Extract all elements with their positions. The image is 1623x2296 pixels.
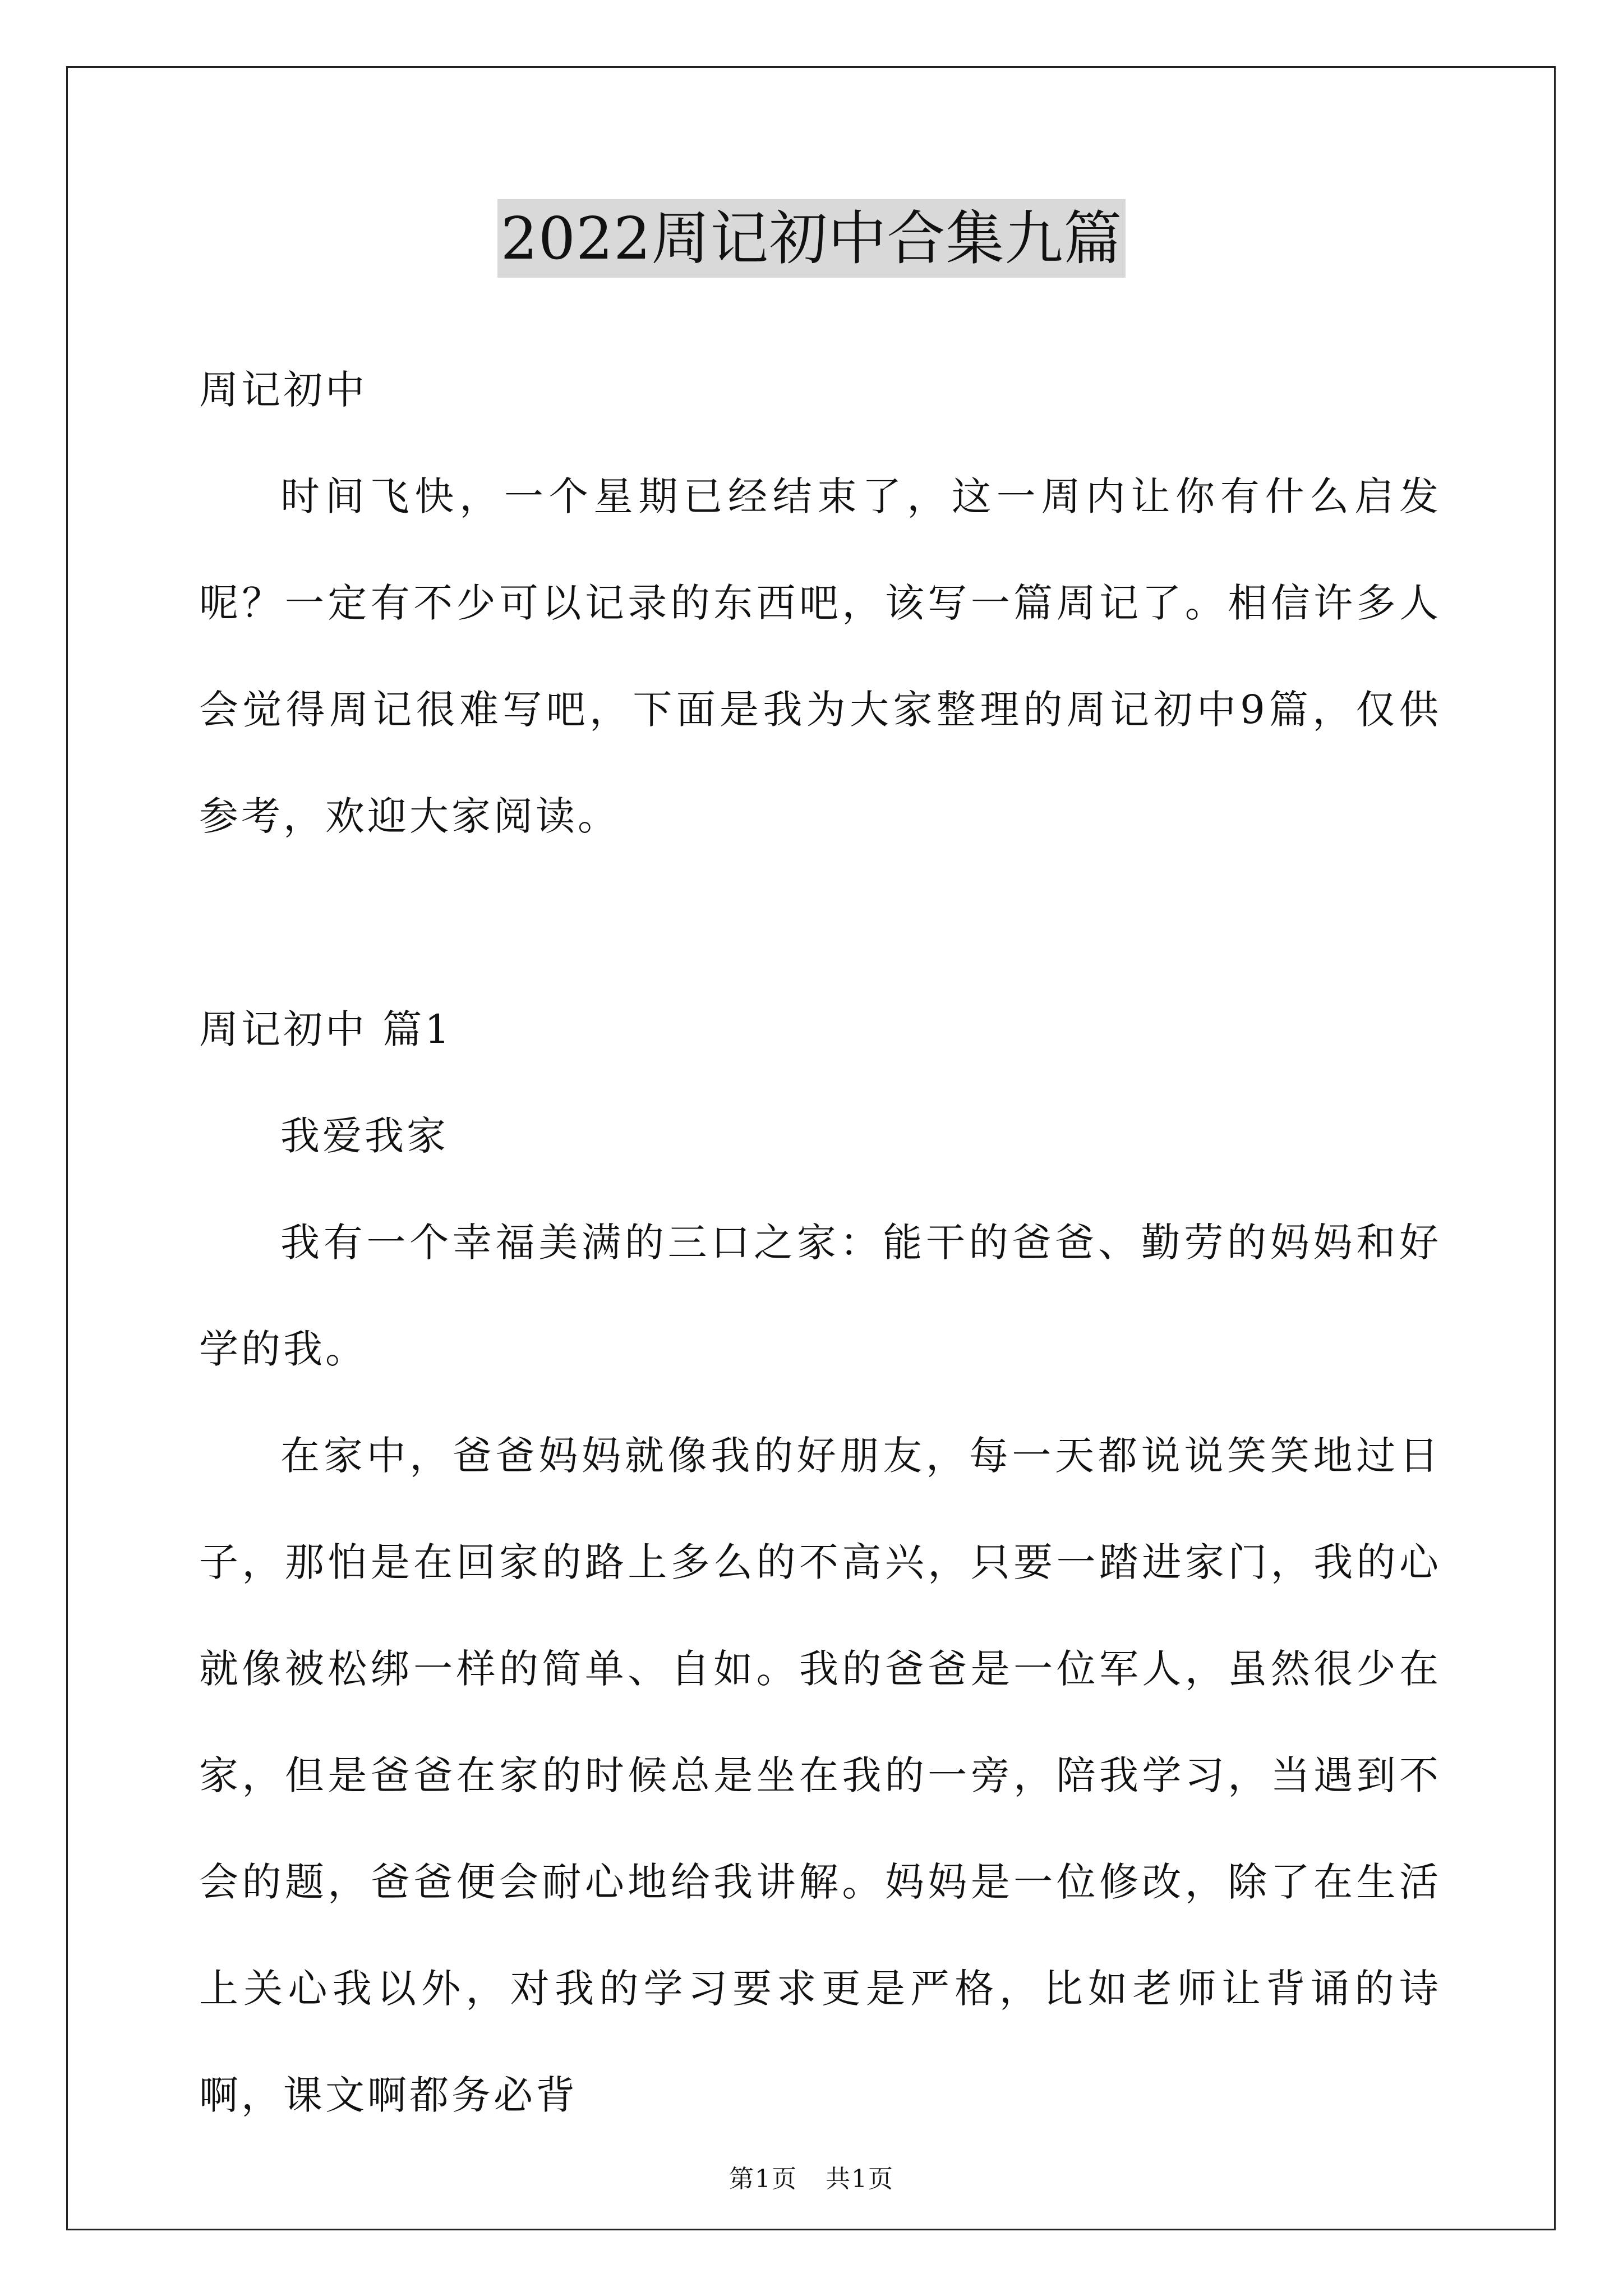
title-container (0, 199, 1623, 278)
document-body (199, 337, 1441, 2148)
page-footer (0, 2162, 1623, 2196)
article-title: 我爱我家 (280, 1113, 449, 1159)
article-heading: 周记初中 篇1 (199, 1006, 453, 1052)
document-title: 2022周记初中合集九篇 (497, 199, 1126, 278)
body-paragraph: 我有一个幸福美满的三口之家：能干的爸爸、勤劳的妈妈和好学的我。 (199, 1220, 1441, 1372)
section-heading: 周记初中 (199, 367, 367, 413)
intro-paragraph: 时间飞快，一个星期已经结束了，这一周内让你有什么启发呢？一定有不少可以记录的东西吧，该写一篇周记了。相信许多人会觉得周记很难写吧，下面是我为大家整理的周记初中9篇，仅供参考，欢迎大家阅读。 (199, 473, 1441, 839)
body-paragraph: 在家中，爸爸妈妈就像我的好朋友，每一天都说说笑笑地过日子，那怕是在回家的路上多么的不高兴，只要一踏进家门，我的心就像被松绑一样的简单、自如。我的爸爸是一位军人，虽然很少在家，但是爸爸在家的时候总是坐在我的一旁，陪我学习，当遇到不会的题，爸爸便会耐心地给我讲解。妈妈是一位修改，除了在生活上关心我以外，对我的学习要求更是严格，比如老师让背诵的诗啊，课文啊都务必背 (199, 1433, 1441, 2118)
page-number: 第1页 (729, 2165, 797, 2193)
page-total: 共1页 (826, 2165, 894, 2193)
